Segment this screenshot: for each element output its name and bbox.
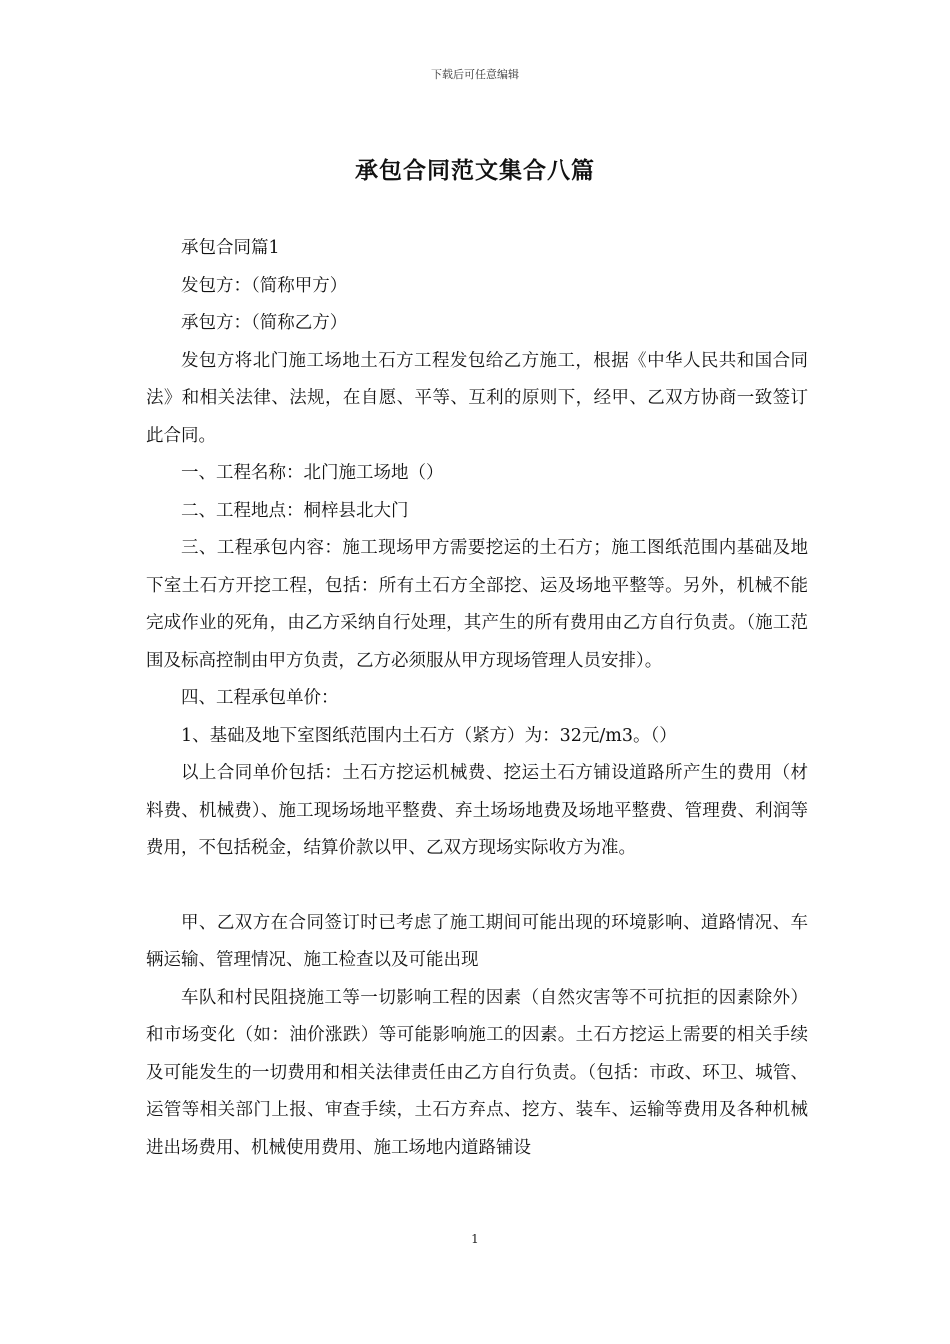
paragraph: 四、工程承包单价： bbox=[181, 688, 339, 708]
page-number: 1 bbox=[471, 1232, 479, 1246]
paragraph: 以上合同单价包括：土石方挖运机械费、挖运土石方铺设道路所产生的费用（材料费、机械费）、施工现场场地平整费、弃土场场地费及场地平整费、管理费、利润等费用，不包括税金，结算价款以甲、乙双方现场实际收方为准。 bbox=[146, 763, 808, 858]
paragraph: 1、基础及地下室图纸范围内土石方（紧方）为：32元/m3。（） bbox=[181, 725, 677, 746]
paragraph: 发包方将北门施工场地土石方工程发包给乙方施工，根据《中华人民共和国合同法》和相关法律、法规，在自愿、平等、互利的原则下，经甲、乙双方协商一致签订此合同。 bbox=[146, 350, 808, 446]
paragraph: 承包方：（简称乙方） bbox=[181, 313, 348, 333]
paragraph: 车队和村民阻挠施工等一切影响工程的因素（自然灾害等不可抗拒的因素除外）和市场变化（如：油价涨跌）等可能影响施工的因素。土石方挖运上需要的相关手续及可能发生的一切费用和相关法律责任由乙方自行负责。（包括：市政、环卫、城管、运管等相关部门上报、审查手续，土石方弃点、挖方、装车、运输等费用及各种机械进出场费用、机械使用费用、施工场地内道路铺设 bbox=[146, 987, 808, 1158]
paragraph: 甲、乙双方在合同签订时已考虑了施工期间可能出现的环境影响、道路情况、车辆运输、管理情况、施工检查以及可能出现 bbox=[146, 912, 808, 970]
paragraph: 发包方：（简称甲方） bbox=[181, 275, 348, 296]
paragraph: 二、工程地点：桐梓县北大门 bbox=[181, 500, 409, 521]
document-body bbox=[146, 230, 808, 1167]
document-title: 承包合同范文集合八篇 bbox=[355, 157, 595, 184]
header-note: 下载后可任意编辑 bbox=[431, 68, 519, 81]
paragraph: 三、工程承包内容：施工现场甲方需要挖运的土石方；施工图纸范围内基础及地下室土石方开挖工程，包括：所有土石方全部挖、运及场地平整等。另外，机械不能完成作业的死角，由乙方采纳自行处理，其产生的所有费用由乙方自行负责。（施工范围及标高控制由甲方负责，乙方必须服从甲方现场管理人员安排）。 bbox=[146, 538, 808, 671]
paragraph: 一、工程名称：北门施工场地（） bbox=[181, 463, 444, 483]
paragraph: 承包合同篇1 bbox=[181, 238, 280, 258]
